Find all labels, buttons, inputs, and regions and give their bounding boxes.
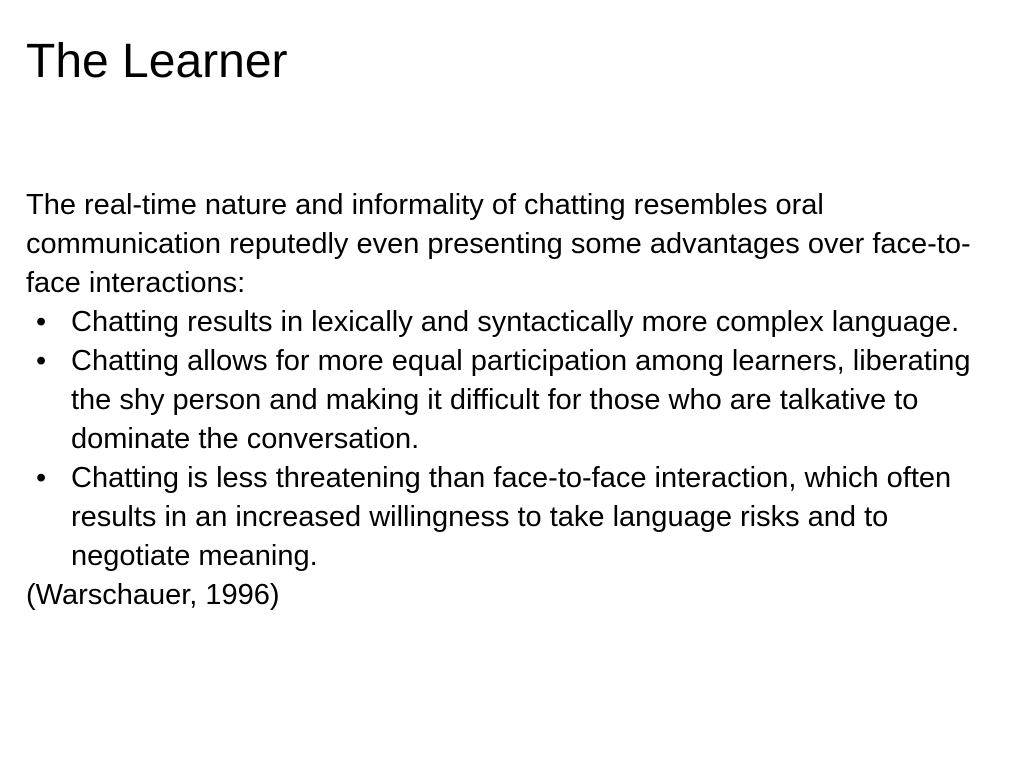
bullet-text: Chatting allows for more equal participation among learners, liberating the shy person and making it difficult for those who are talkative to dominate the conversation. xyxy=(71,345,971,455)
bullet-item xyxy=(26,342,1011,459)
bullet-list xyxy=(26,303,1011,576)
bullet-icon: • xyxy=(36,345,47,377)
intro-paragraph: The real-time nature and informality of chatting resembles oral communication reputedly even presenting some advantages over face-to-face interactions: xyxy=(26,189,971,299)
bullet-item xyxy=(26,459,1011,576)
bullet-icon: • xyxy=(36,462,47,494)
citation: (Warschauer, 1996) xyxy=(26,579,280,611)
bullet-icon: • xyxy=(36,306,47,338)
bullet-text: Chatting results in lexically and syntactically more complex language. xyxy=(71,306,960,338)
slide-body xyxy=(26,186,1011,615)
bullet-text: Chatting is less threatening than face-to-face interaction, which often results in an increased willingness to take language risks and to negotiate meaning. xyxy=(71,462,952,572)
slide-title: The Learner xyxy=(26,35,288,88)
bullet-item xyxy=(26,303,1011,342)
